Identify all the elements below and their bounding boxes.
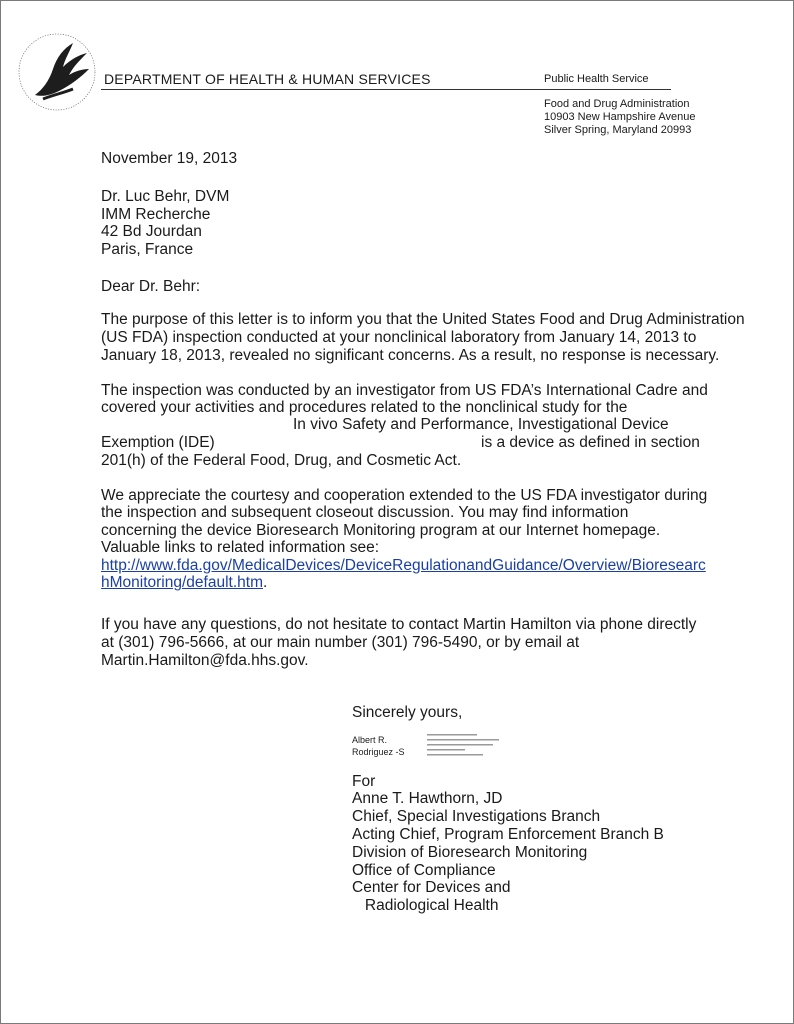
fda-address-line: 10903 New Hampshire Avenue	[544, 111, 696, 123]
recipient-line: IMM Recherche	[101, 206, 211, 223]
resource-link-text[interactable]: http://www.fda.gov/MedicalDevices/DeviceRegulationandGuidance/Overview/Bioresearc	[101, 557, 706, 574]
digital-signature-name: Albert R.	[352, 735, 388, 745]
public-health-service-label: Public Health Service	[544, 73, 649, 85]
paragraph-line: is a device as defined in section	[481, 434, 700, 451]
paragraph-line: the inspection and subsequent closeout discussion. You may find information	[101, 504, 629, 521]
paragraph-line: We appreciate the courtesy and cooperation extended to the US FDA investigator during	[101, 487, 708, 504]
paragraph-line: Exemption (IDE)	[101, 434, 215, 451]
link-period: .	[262, 574, 268, 591]
closing: Sincerely yours,	[352, 704, 463, 721]
resource-link[interactable]	[101, 574, 267, 592]
paragraph-line: covered your activities and procedures related to the nonclinical study for the	[101, 399, 628, 416]
paragraph-line: concerning the device Bioresearch Monitoring program at our Internet homepage.	[101, 522, 661, 539]
department-title: DEPARTMENT OF HEALTH & HUMAN SERVICES	[104, 71, 431, 87]
letter-date: November 19, 2013	[101, 150, 238, 167]
signature-line: Center for Devices and	[352, 879, 511, 896]
paragraph-line: Martin.Hamilton@fda.hhs.gov.	[101, 652, 309, 669]
digital-signature-name: Rodriguez -S	[352, 747, 405, 757]
paragraph-line: (US FDA) inspection conducted at your nonclinical laboratory from January 14, 2013 to	[101, 329, 697, 346]
signature-line: Office of Compliance	[352, 862, 496, 879]
header-divider	[101, 89, 671, 90]
paragraph-line: at (301) 796-5666, at our main number (301) 796-5490, or by email at	[101, 634, 580, 651]
signature-line: Acting Chief, Program Enforcement Branch B	[352, 826, 664, 843]
paragraph-line: In vivo Safety and Performance, Investigational Device	[293, 416, 669, 433]
recipient-line: Dr. Luc Behr, DVM	[101, 188, 230, 205]
fda-address-line: Silver Spring, Maryland 20993	[544, 124, 692, 136]
paragraph-line: January 18, 2013, revealed no significant concerns. As a result, no response is necessary.	[101, 347, 720, 364]
salutation: Dear Dr. Behr:	[101, 278, 201, 295]
paragraph-line: If you have any questions, do not hesitate to contact Martin Hamilton via phone directly	[101, 616, 697, 633]
signature-line: Chief, Special Investigations Branch	[352, 808, 601, 825]
paragraph-line: The inspection was conducted by an investigator from US FDA’s International Cadre and	[101, 382, 708, 399]
signature-line: Division of Bioresearch Monitoring	[352, 844, 588, 861]
recipient-line: 42 Bd Jourdan	[101, 223, 202, 240]
fda-address-line: Food and Drug Administration	[544, 98, 690, 110]
hhs-seal-logo	[13, 29, 101, 115]
signature-line: Radiological Health	[352, 897, 499, 914]
resource-link[interactable]	[101, 557, 706, 575]
recipient-line: Paris, France	[101, 241, 194, 258]
signature-line: For	[352, 773, 376, 790]
paragraph-line: The purpose of this letter is to inform you that the United States Food and Drug Administration	[101, 311, 745, 328]
signature-line: Anne T. Hawthorn, JD	[352, 790, 503, 807]
resource-link-text[interactable]: hMonitoring/default.htm	[101, 574, 263, 591]
paragraph-line: 201(h) of the Federal Food, Drug, and Cosmetic Act.	[101, 452, 462, 469]
digital-signature-details	[427, 733, 507, 763]
paragraph-line: Valuable links to related information see:	[101, 539, 380, 556]
